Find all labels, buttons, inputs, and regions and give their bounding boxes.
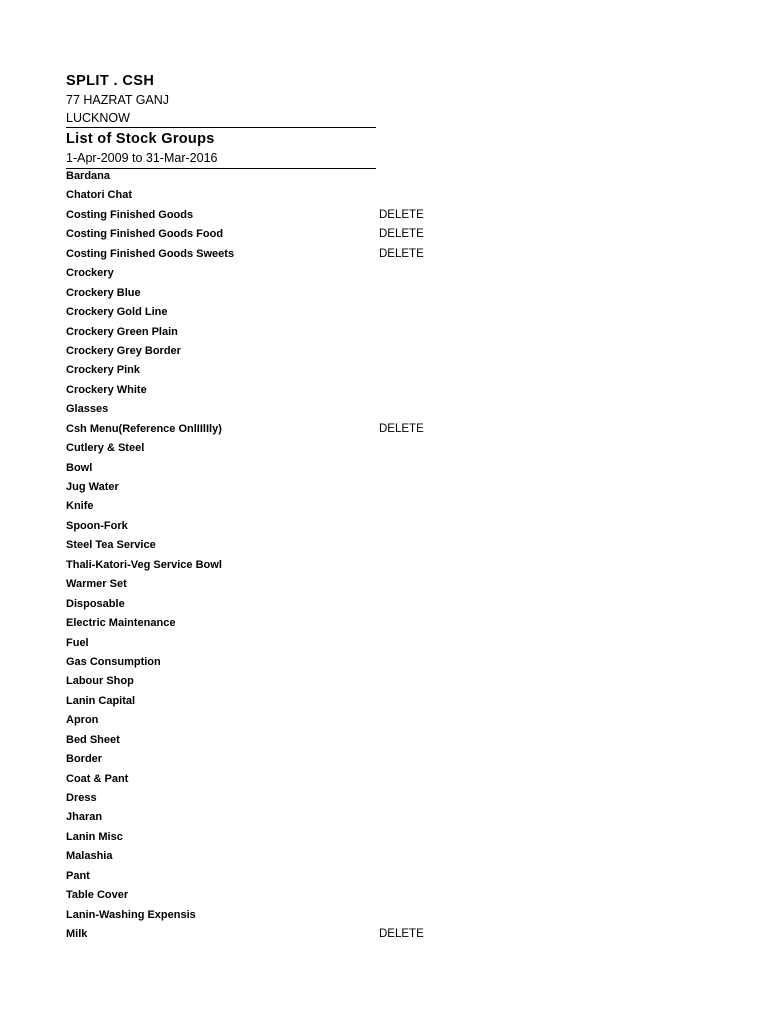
- stock-group-name: Crockery White: [66, 383, 147, 396]
- list-item: [66, 303, 466, 322]
- report-header: [66, 71, 376, 169]
- stock-group-name: Spoon-Fork: [66, 519, 128, 532]
- list-item: [66, 323, 466, 342]
- delete-flag: DELETE: [379, 228, 424, 241]
- stock-group-name: Jharan: [66, 811, 103, 824]
- stock-group-name: Apron: [66, 714, 99, 727]
- list-item: [66, 750, 466, 769]
- stock-group-name: Cutlery & Steel: [66, 442, 145, 455]
- stock-group-name: Crockery Gold Line: [66, 306, 168, 319]
- list-item: [66, 847, 466, 866]
- header-divider: [66, 127, 376, 128]
- stock-group-name: Bardana: [66, 170, 111, 182]
- stock-group-name: Jug Water: [66, 481, 119, 493]
- list-item: [66, 828, 466, 847]
- list-item: [66, 225, 466, 244]
- stock-group-name: Table Cover: [66, 889, 129, 902]
- stock-group-name: Steel Tea Service: [66, 539, 156, 552]
- stock-group-name: Csh Menu(Reference OnlIIlIly): [66, 422, 222, 435]
- stock-group-name: Disposable: [66, 597, 125, 610]
- list-item: [66, 770, 466, 789]
- delete-flag: DELETE: [379, 422, 424, 435]
- list-item: [66, 575, 466, 594]
- list-item: [66, 653, 466, 672]
- stock-group-name: Crockery Pink: [66, 364, 140, 377]
- list-item: [66, 536, 466, 555]
- stock-group-name: Dress: [66, 792, 97, 804]
- stock-group-name: Gas Consumption: [66, 655, 161, 668]
- delete-flag: DELETE: [379, 928, 424, 941]
- stock-group-name: Crockery Grey Border: [66, 344, 181, 357]
- list-item: [66, 361, 466, 380]
- stock-group-name: Bed Sheet: [66, 733, 120, 746]
- stock-group-name: Costing Finished Goods Sweets: [66, 247, 235, 260]
- list-item: [66, 886, 466, 905]
- stock-group-name: Crockery Blue: [66, 286, 141, 299]
- delete-flag: DELETE: [379, 247, 424, 260]
- stock-group-name: Lanin-Washing Expensis: [66, 908, 196, 921]
- stock-group-name: Lanin Misc: [66, 830, 123, 843]
- stock-group-name: Coat & Pant: [66, 772, 129, 785]
- list-item: [66, 672, 466, 691]
- stock-group-name: Costing Finished Goods: [66, 208, 194, 221]
- list-item: [66, 517, 466, 536]
- list-item: [66, 595, 466, 614]
- stock-group-name: Warmer Set: [66, 578, 127, 591]
- list-item: [66, 925, 466, 944]
- list-item: [66, 420, 466, 439]
- list-item: [66, 439, 466, 458]
- list-item: [66, 906, 466, 925]
- stock-group-name: Milk: [66, 928, 88, 941]
- stock-group-name: Crockery Green Plain: [66, 325, 178, 338]
- stock-group-name: Chatori Chat: [66, 189, 132, 202]
- stock-group-name: Bowl: [66, 461, 93, 474]
- address-line-1: 77 HAZRAT GANJ: [66, 93, 170, 107]
- report-title: List of Stock Groups: [66, 131, 215, 147]
- address-line-2: LUCKNOW: [66, 111, 130, 125]
- list-item: [66, 867, 466, 886]
- list-item: [66, 342, 466, 361]
- list-item: [66, 556, 466, 575]
- list-item: [66, 711, 466, 730]
- stock-group-name: Electric Maintenance: [66, 617, 176, 630]
- list-item: [66, 692, 466, 711]
- list-item: [66, 808, 466, 827]
- list-item: [66, 614, 466, 633]
- stock-group-name: Knife: [66, 500, 94, 513]
- company-name: SPLIT . CSH: [66, 73, 155, 89]
- list-item: [66, 731, 466, 750]
- stock-group-name: Fuel: [66, 636, 89, 649]
- stock-group-name: Costing Finished Goods Food: [66, 228, 224, 241]
- stock-group-name: Pant: [66, 869, 90, 882]
- stock-group-list: [66, 167, 466, 945]
- stock-group-name: Labour Shop: [66, 675, 134, 688]
- stock-group-name: Glasses: [66, 403, 109, 416]
- list-item: [66, 459, 466, 478]
- list-item: [66, 478, 466, 497]
- stock-group-name: Crockery: [66, 267, 114, 280]
- stock-group-name: Border: [66, 753, 103, 766]
- list-item: [66, 284, 466, 303]
- stock-group-name: Thali-Katori-Veg Service Bowl: [66, 558, 222, 571]
- list-item: [66, 264, 466, 283]
- list-item: [66, 497, 466, 516]
- list-item: [66, 206, 466, 225]
- list-item: [66, 634, 466, 653]
- list-item: [66, 789, 466, 808]
- stock-group-name: Lanin Capital: [66, 694, 136, 707]
- list-item: [66, 400, 466, 419]
- report-period: 1-Apr-2009 to 31-Mar-2016: [66, 151, 218, 165]
- list-item: [66, 167, 466, 186]
- delete-flag: DELETE: [379, 208, 424, 221]
- list-item: [66, 381, 466, 400]
- list-item: [66, 186, 466, 205]
- stock-group-name: Malashia: [66, 850, 113, 863]
- list-item: [66, 245, 466, 264]
